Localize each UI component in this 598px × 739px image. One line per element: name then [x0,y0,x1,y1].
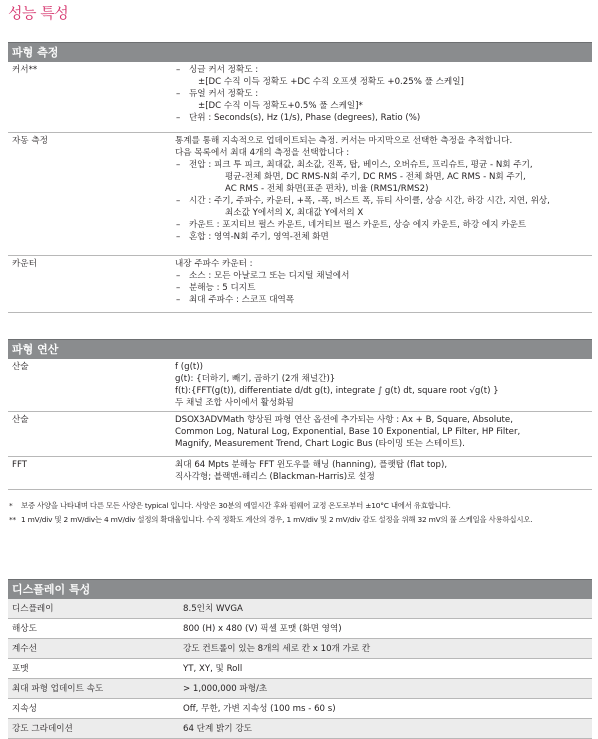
table-row: 강도 그라데이션 64 단계 밝기 강도 [8,719,592,739]
table-row: 디스플레이 8.5인치 WVGA [8,599,592,619]
row-label: 산술 [12,415,29,425]
math-row [8,412,592,457]
list-item: – 최대 주파수 : 스코프 대역폭 [176,295,295,305]
list-item: – 소스 : 모든 아날로그 또는 디지털 채널에서 [176,271,350,281]
row-label: 자동 측정 [12,136,48,146]
row-text: f(t):{FFT(g(t)), differentiate d/dt g(t), integrate ∫ g(t) dt, square root √g(t) } [175,386,499,396]
row-text: 직사각형; 블랙맨-해리스 (Blackman-Harris)로 설정 [175,472,375,482]
row-label: FFT [12,460,27,470]
row-text: Common Log, Natural Log, Exponential, Base 10 Exponential, LP Filter, HP Filter, [175,427,521,437]
footnotes [8,499,592,527]
row-label: 커서** [12,65,38,75]
row-text: 통계를 통해 지속적으로 업데이트되는 측정. 커서는 마지막으로 선택한 측정을 추적합니다. [175,136,513,146]
row-body [175,256,592,309]
row-text: 내장 주파수 카운터 : [175,259,253,269]
cursor-row [8,62,592,133]
list-item: – 전압 : 피크 투 피크, 최대값, 최소값, 진폭, 탑, 베이스, 오버슈트, 프리슈트, 평균 - N회 주기, [176,160,533,170]
row-text: f (g(t)) [175,362,203,372]
list-item-detail: ±[DC 수직 이득 정확도 +DC 수직 오프셋 정확도 +0.25% 풀 스케일] [198,77,464,87]
list-item: – 혼합 : 영역-N회 주기, 영역-전체 화면 [176,232,329,242]
row-body [175,62,592,127]
math-row [8,359,592,412]
table-row: 계수선 강도 컨트롤이 있는 8개의 세로 칸 x 10개 가로 칸 [8,639,592,659]
footnote: ** 1 mV/div 및 2 mV/div는 4 mV/div 설정의 확대율입니다. 수직 정확도 계산의 경우, 1 mV/div 및 2 mV/div 감도 설정을 위해 32 mV의 풀 스케일을 사용하십시오. [9,515,533,524]
list-item: – 단위 : Seconds(s), Hz (1/s), Phase (degrees), Ratio (%) [176,113,421,123]
row-text: g(t): {더하기, 빼기, 곱하기 (2개 채널간)} [175,374,336,384]
row-text: 두 채널 조합 사이에서 활성화됨 [175,398,294,408]
table-row: 최대 파형 업데이트 속도 > 1,000,000 파형/초 [8,679,592,699]
fft-row [8,457,592,490]
auto-measure-row [8,133,592,256]
list-item: – 싱글 커서 정확도 : [176,65,259,75]
waveform-math-section [8,339,592,490]
row-label: 산술 [12,362,29,372]
row-body [175,457,592,486]
row-body [175,133,592,246]
row-body [175,412,592,453]
table-row: 포맷 YT, XY, 및 Roll [8,659,592,679]
list-item: – 시간 : 주기, 주파수, 카운터, +폭, -폭, 버스트 폭, 듀티 사이클, 상승 시간, 하강 시간, 지연, 위상, [176,196,550,206]
table-row: 해상도 800 (H) x 480 (V) 픽셀 포맷 (화면 영역) [8,619,592,639]
row-body [175,359,592,412]
section-header: 파형 측정 [8,42,592,62]
list-item-cont: AC RMS - 전체 화면(표준 편차), 비율 (RMS1/RMS2) [225,184,429,194]
list-item: – 분해능 : 5 디지트 [176,283,256,293]
list-item: – 카운트 : 포지티브 펄스 카운트, 네거티브 펄스 카운트, 상승 에지 카운트, 하강 에지 카운트 [176,220,527,230]
footnote: * 보증 사양을 나타내며 다른 모든 사양은 typical 입니다. 사양은 30분의 예열시간 후와 펌웨어 교정 온도로부터 ±10°C 내에서 유효합니다. [9,501,451,510]
section-header: 파형 연산 [8,339,592,359]
list-item-detail: ±[DC 수직 이득 정확도+0.5% 풀 스케일]* [198,101,363,111]
list-item: – 듀얼 커서 정확도 : [176,89,259,99]
waveform-measurement-section [8,42,592,313]
list-item-cont: 평균-전체 화면, DC RMS-N회 주기, DC RMS - 전체 화면, AC RMS - N회 주기, [225,172,526,182]
row-text: Magnify, Measurement Trend, Chart Logic Bus (타이밍 또는 스테이트). [175,439,465,449]
display-section [8,579,592,739]
table-row: 지속성 Off, 무한, 가변 지속성 (100 ms - 60 s) [8,699,592,719]
row-text: 최대 64 Mpts 분해능 FFT 윈도우를 해닝 (hanning), 플랫탑 (flat top), [175,460,448,470]
list-item-cont: 최소값 Y에서의 X, 최대값 Y에서의 X [225,208,364,218]
row-text: DSOX3ADVMath 향상된 파형 연산 옵션에 추가되는 사항 : Ax + B, Square, Absolute, [175,415,513,425]
row-label: 카운터 [12,259,37,269]
counter-row [8,256,592,313]
section-header: 디스플레이 특성 [8,579,592,599]
page-title: 성능 특성 [8,4,69,22]
row-text: 다음 목록에서 최대 4개의 측정을 선택합니다 : [175,148,350,158]
